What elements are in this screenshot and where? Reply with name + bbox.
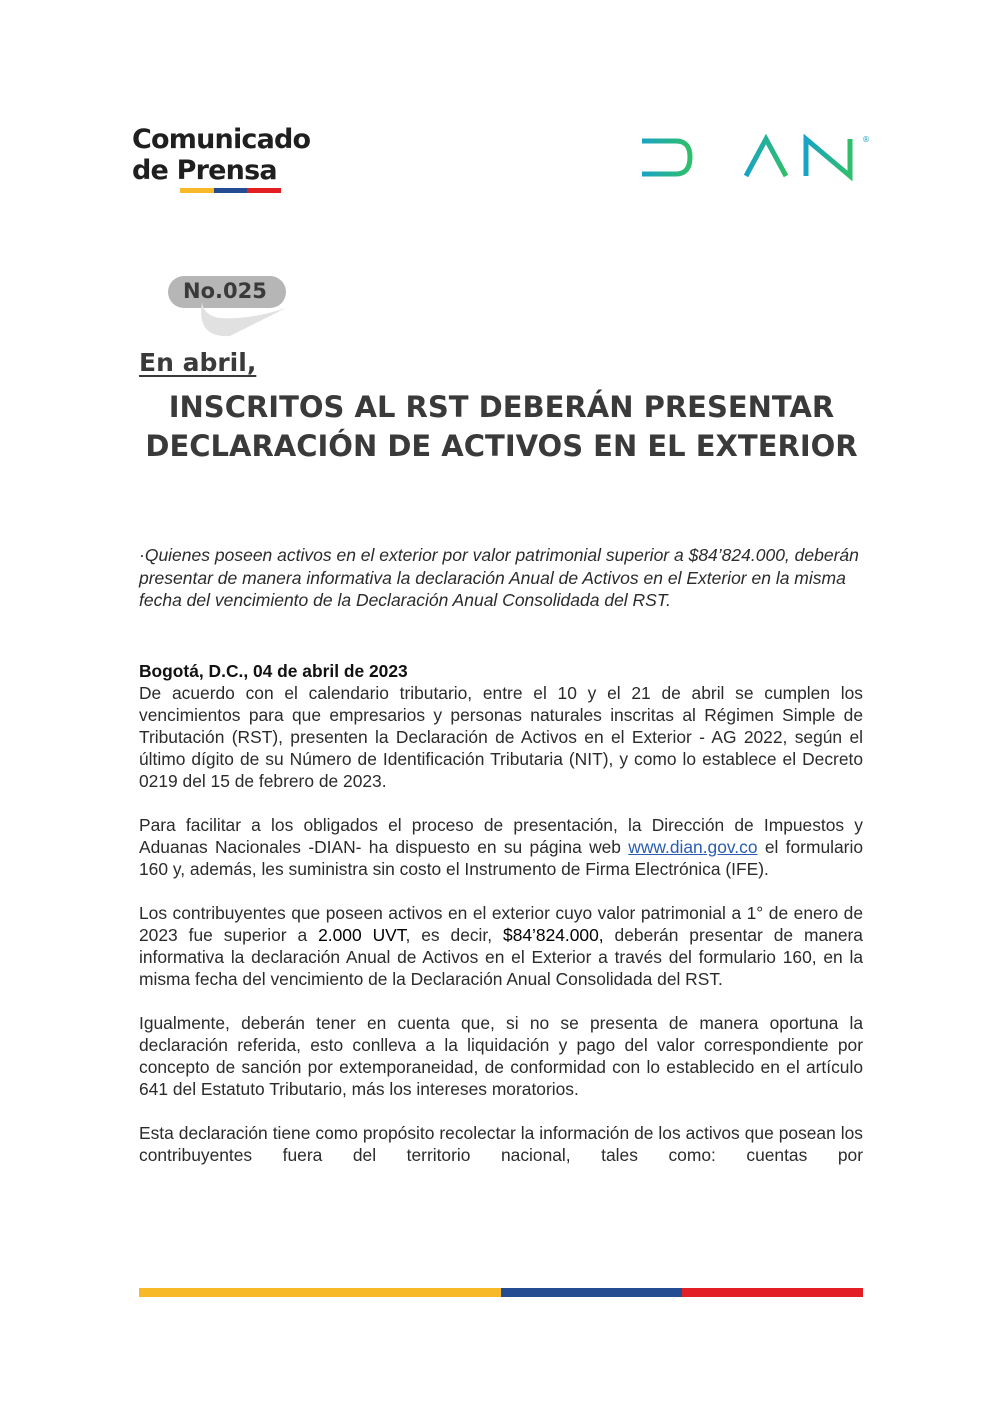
dateline: Bogotá, D.C., 04 de abril de 2023 xyxy=(139,661,408,681)
dian-website-link[interactable]: www.dian.gov.co xyxy=(628,837,758,857)
dian-logo xyxy=(638,132,870,182)
paragraph-2-text-b: el formulario 160 y, además, les suministra sin costo el Instrumento de Firma Electrónica (IFE). xyxy=(139,837,863,879)
paragraph-2-text-a: Para facilitar a los obligados el proceso de presentación, la Dirección de Impuestos y Aduanas Nacionales -DIAN- ha dispuesto en su página web xyxy=(139,815,863,857)
brand-line-2: de Prensa xyxy=(132,155,277,186)
paragraph-3 xyxy=(139,902,863,990)
press-release-brand xyxy=(132,124,310,186)
uvt-threshold: 2.000 UVT xyxy=(318,925,406,945)
paragraph-3-text-b: , es decir, xyxy=(405,925,504,945)
article-body xyxy=(139,660,863,1188)
footer-bar-blue xyxy=(501,1288,682,1297)
footer-bar-yellow xyxy=(139,1288,501,1297)
footer-flag-bar xyxy=(139,1288,863,1297)
paragraph-4: Igualmente, deberán tener en cuenta que, si no se presenta de manera oportuna la declaración referida, esto conlleva a la liquidación y pago del valor correspondiente por concepto de sanción por extemporaneidad, de conformidad con lo establecido en el artículo 641 del Estatuto Tributario, más los intereses moratorios. xyxy=(139,1013,863,1099)
paragraph-5: Esta declaración tiene como propósito recolectar la información de los activos que posean los contribuyentes fuera del territorio nacional, tales como: cuentas por xyxy=(139,1123,863,1165)
paragraph-3-text-c: deberán presentar de manera informativa la declaración Anual de Activos en el Exterior a través del formulario 160, en la misma fecha del vencimiento de la Declaración Anual Consolidada del RST. xyxy=(139,925,863,989)
summary-bullet: ·Quienes poseen activos en el exterior por valor patrimonial superior a $84’824.000, deberán presentar de manera informativa la declaración Anual de Activos en el Exterior en la misma fecha del vencimiento de la Declaración Anual Consolidada del RST. xyxy=(139,545,859,610)
headline: INSCRITOS AL RST DEBERÁN PRESENTAR DECLARACIÓN DE ACTIVOS EN EL EXTERIOR xyxy=(145,390,858,463)
logo-registered-mark: ® xyxy=(862,135,870,144)
badge-swoosh-icon xyxy=(190,300,290,340)
paragraph-1: De acuerdo con el calendario tributario, entre el 10 y el 21 de abril se cumplen los vencimientos para que empresarios y personas naturales inscritas al Régimen Simple de Tributación (RST), presenten la Declaración de Activos en el Exterior - AG 2022, según el último dígito de su Número de Identificación Tributaria (NIT), y como lo establece el Decreto 0219 del 15 de febrero de 2023. xyxy=(139,683,863,791)
amount-threshold: $84’824.000, xyxy=(503,925,604,945)
brand-underline xyxy=(180,188,281,193)
paragraph-3-text-a: Los contribuyentes que poseen activos en el exterior cuyo valor patrimonial a 1° de enero de 2023 fue superior a xyxy=(139,903,863,945)
paragraph-2 xyxy=(139,814,863,880)
brand-line-1: Comunicado xyxy=(132,124,311,155)
headline-kicker: En abril, xyxy=(139,348,257,377)
footer-bar-red xyxy=(682,1288,863,1297)
badge-number: No.025 xyxy=(183,279,267,303)
